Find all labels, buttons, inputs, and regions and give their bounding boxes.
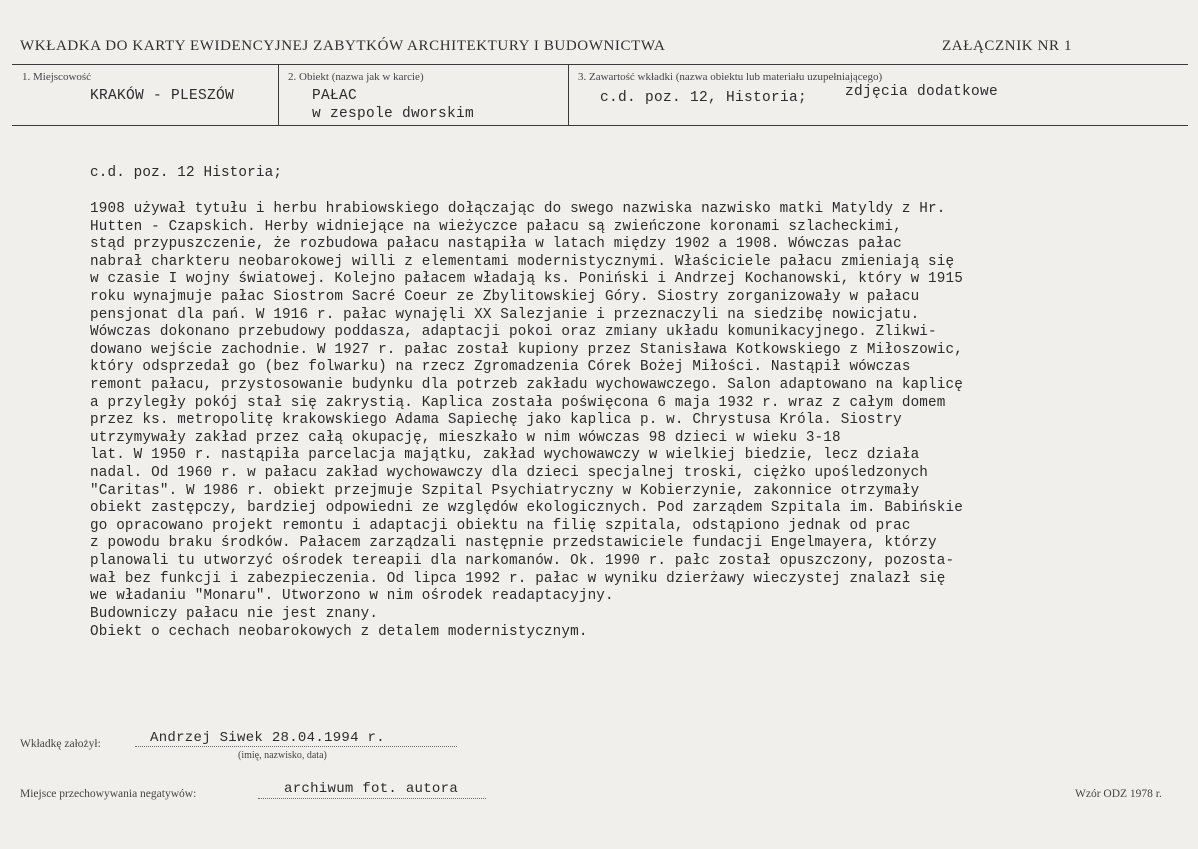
author-label: Wkładkę założył:: [20, 738, 101, 750]
history-line: w czasie I wojny światowej. Kolejno pałacem władają ks. Poniński i Andrzej Kochanowski, który w 1915: [90, 271, 963, 288]
storage-label: Miejsce przechowywania negatywów:: [20, 788, 197, 800]
storage-dotline: [258, 798, 486, 799]
history-line: nadal. Od 1960 r. w pałacu zakład wychowawczy dla dzieci specjalnej troski, ciężko upośledzonych: [90, 465, 929, 481]
history-line: z powodu braku środków. Pałacem zarządzali następnie przedstawiciele fundacji Engelmayera, którzy: [90, 535, 937, 552]
history-line: Wówczas dokonano przebudowy poddasza, adaptacji pokoi oraz zmiany układu komunikacyjnego. Zlikwi-: [90, 324, 937, 341]
history-line: nabrał charkteru neobarokowej willi z elementami modernistycznymi. Właściciele pałacu zmieniają się: [90, 253, 955, 270]
history-line: roku wynajmuje pałac Siostrom Sacré Coeur ze Zbylitowskiej Góry. Siostry zorganizowały w pałacu: [90, 289, 920, 305]
history-line: wał bez funkcji i zabezpieczenia. Od lipca 1992 r. pałac w wyniku dzierżawy wieczystej znalazł się: [90, 570, 946, 587]
history-line: planowali tu utworzyć ośrodek tereapii dla narkomanów. Ok. 1990 r. pałc został opuszczony, pozosta-: [90, 553, 955, 569]
history-line: a przyległy pokój stał się zakrystią. Kaplica została poświęcona 6 maja 1932 r. wraz z całym domem: [90, 394, 946, 411]
body-heading: c.d. poz. 12 Historia;: [90, 165, 283, 181]
closing-line: Budowniczy pałacu nie jest znany.: [90, 606, 379, 622]
form-title: WKŁADKA DO KARTY EWIDENCYJNEJ ZABYTKÓW ARCHITEKTURY I BUDOWNICTWA: [20, 38, 666, 54]
field-3-label: 3. Zawartość wkładki (nazwa obiektu lub materiału uzupełniającego): [578, 71, 883, 83]
history-line: "Caritas". W 1986 r. obiekt przejmuje Szpital Psychiatryczny w Kobierzynie, zakonnice otrzymały: [90, 482, 920, 499]
field-2-value-line1: PAŁAC: [312, 88, 358, 104]
field-1-value: KRAKÓW - PLESZÓW: [90, 88, 235, 104]
history-line: obiekt zastępczy, bardziej odpowiedni ze względów ekologicznych. Pod zarządem Szpitala im. Babińskie: [90, 500, 963, 517]
field-1-label: 1. Miejscowość: [22, 71, 92, 83]
history-line: który odsprzedał go (bez folwarku) na rzecz Zgromadzenia Córek Bożej Miłości. Nastąpił wówczas: [90, 359, 911, 376]
history-line: utrzymywały zakład przez całą okupację, mieszkało w nim wówczas 98 dzieci w wieku 3-18: [90, 429, 841, 446]
field-2-label: 2. Obiekt (nazwa jak w karcie): [288, 71, 424, 83]
author-value: Andrzej Siwek 28.04.1994 r.: [150, 730, 385, 746]
history-line: go opracowano projekt remontu i adaptacji obiektu na filię szpitala, odstąpiono jednak od prac: [90, 517, 911, 534]
field-2-value-line2: w zespole dworskim: [312, 106, 475, 122]
history-line: pensjonat dla pań. W 1916 r. pałac wynajęli XX Salezjanie i przeznaczyli na siedzibę nowicjatu.: [90, 306, 920, 323]
form-model: Wzór ODZ 1978 r.: [1075, 788, 1162, 800]
header-top-rule: [12, 64, 1188, 65]
author-dotline: [135, 746, 457, 747]
storage-value: archiwum fot. autora: [284, 781, 459, 797]
author-hint: (imię, nazwisko, data): [238, 750, 327, 761]
history-line: we władaniu "Monaru". Utworzono w nim ośrodek readaptacyjny.: [90, 588, 614, 605]
history-line: dowano wejście zachodnie. W 1927 r. pałac został kupiony przez Stanisława Kotkowskiego z Miłoszowic,: [90, 341, 963, 358]
annex-number: ZAŁĄCZNIK NR 1: [942, 38, 1073, 54]
history-line: 1908 używał tytułu i herbu hrabiowskiego dołączając do swego nazwiska nazwisko matki Matyldy z Hr.: [90, 201, 946, 217]
header-bottom-rule: [12, 125, 1188, 126]
field-divider-2: [568, 64, 569, 125]
closing-line: Obiekt o cechach neobarokowych z detalem modernistycznym.: [90, 624, 588, 640]
history-line: remont pałacu, przystosowanie budynku dla potrzeb zakładu wychowawczego. Salon adaptowano na kaplicę: [90, 377, 963, 393]
field-3-value-hand: zdjęcia dodatkowe: [845, 84, 999, 100]
history-line: lat. W 1950 r. nastąpiła parcelacja majątku, zakład wychowawczy w wielkiej biedzie, lecz działa: [90, 447, 920, 464]
field-divider-1: [278, 64, 279, 125]
history-line: przez ks. metropolitę krakowskiego Adama Sapiechę jako kaplica p. w. Chrystusa Króla. Siostry: [90, 412, 902, 429]
history-line: stąd przypuszczenie, że rozbudowa pałacu nastąpiła w latach między 1902 a 1908. Wówczas pałac: [90, 236, 902, 253]
history-line: Hutten - Czapskich. Herby widniejące na wieżyczce pałacu są zwieńczone koronami szlacheckimi,: [90, 218, 902, 235]
field-3-value-typed: c.d. poz. 12, Historia;: [600, 90, 808, 106]
